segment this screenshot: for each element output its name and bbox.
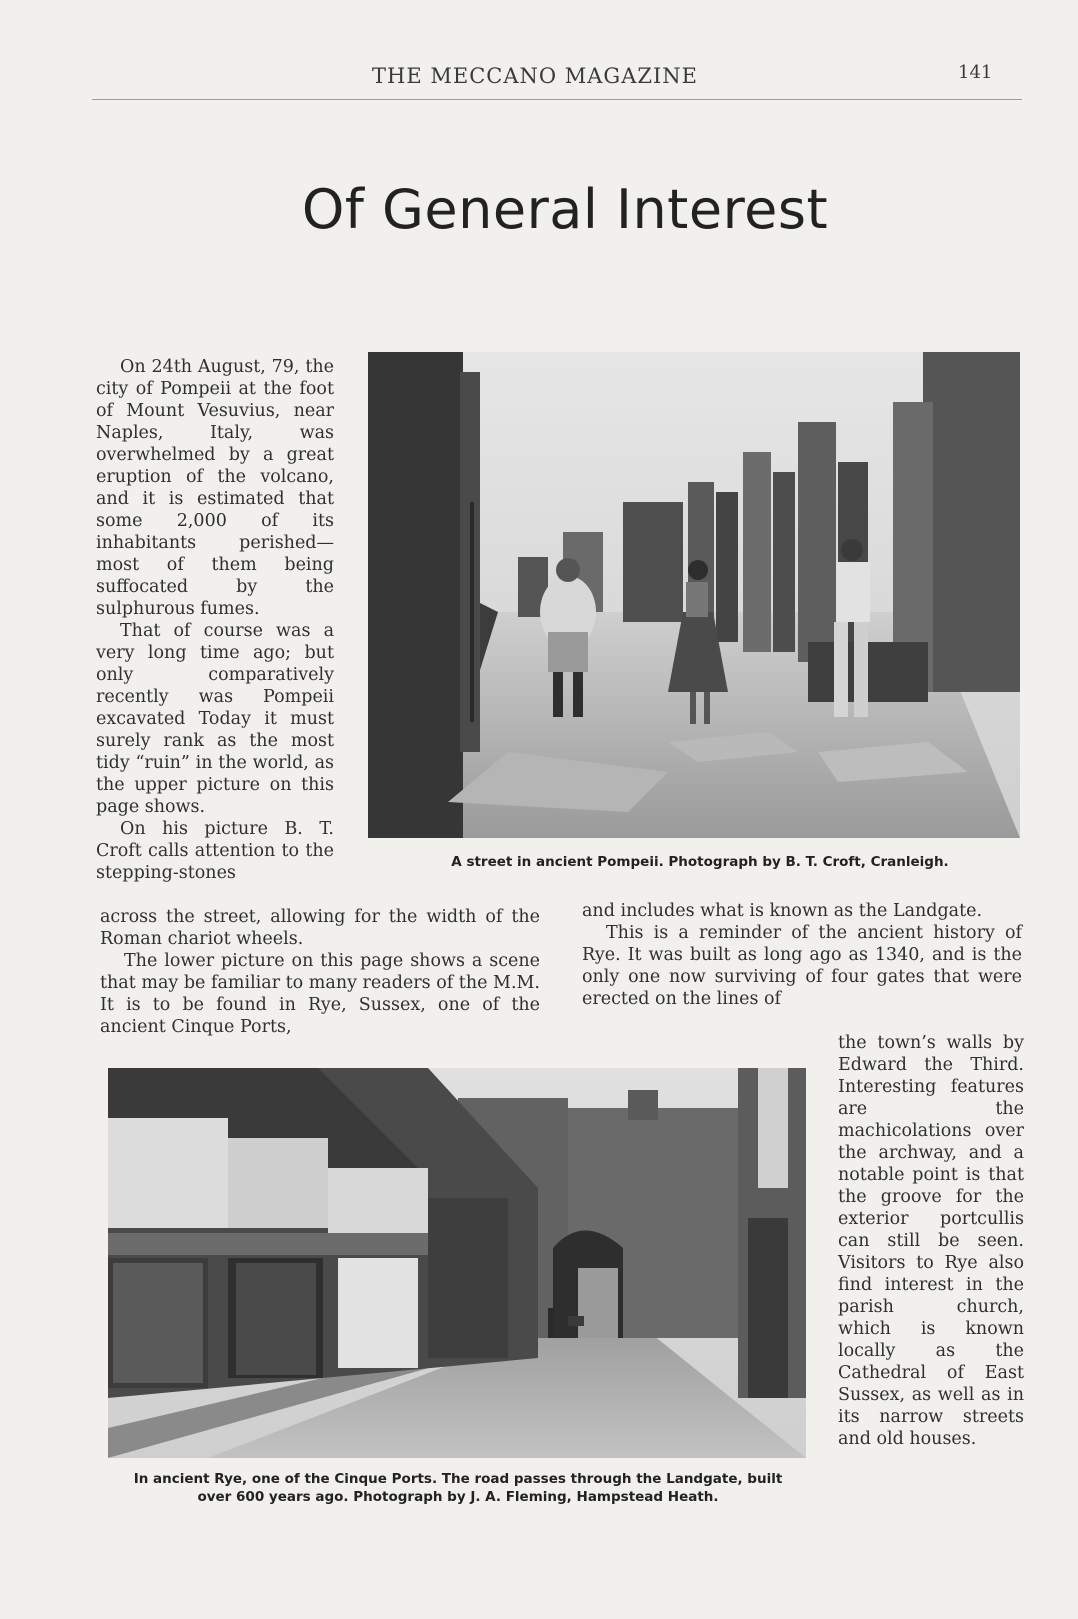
article-column-right-bottom [838, 1032, 1024, 1450]
page-number: 141 [958, 62, 993, 83]
paragraph-pompeii-eruption: On 24th August, 79, the city of Pompeii at the foot of Mount Vesuvius, near Naples, Italy, was overwhelmed by a great eruption of the volcano, and it is estimated that some 2,000 of its inhabitants perished—most of them being suffocated by the sulphurous fumes. [96, 357, 334, 619]
caption-rye-line1: In ancient Rye, one of the Cinque Ports. The road passes through the Landgate, built [133, 1471, 783, 1487]
paragraph-pompeii-tidy-ruin: That of course was a very long time ago; but only comparatively recently was Pompeii excavated Today it must surely rank as the most tidy “ruin” in the world, as the upper picture on this page shows. [96, 621, 334, 817]
headline: Of General Interest [301, 178, 829, 241]
caption-rye-line2: over 600 years ago. Photograph by J. A. Fleming, Hampstead Heath. [197, 1489, 719, 1505]
article-column-left-top [96, 356, 334, 884]
article-column-right-top [582, 900, 1022, 1010]
paragraph-rye-intro: The lower picture on this page shows a scene that may be familiar to many readers of the M.M. It is to be found in Rye, Sussex, one of the ancient Cinque Ports, [100, 951, 540, 1037]
header-rule [92, 99, 1022, 100]
paragraph-landgate: and includes what is known as the Landgate. [582, 901, 983, 921]
photo-rye-landgate [108, 1068, 806, 1458]
photo-pompeii-street [368, 352, 1020, 838]
magazine-title: THE MECCANO MAGAZINE [372, 64, 698, 88]
paragraph-rye-features: the town’s walls by Edward the Third. Interesting features are the machicolations over the archway, and a notable point is that the groove for the exterior portcullis can still be seen. Visitors to Rye also find interest in the parish church, which is known locally as the Cathedral of East Sussex, as well as in its narrow streets and old houses. [838, 1033, 1024, 1449]
paragraph-stepping-stones-start: On his picture B. T. Croft calls attention to the stepping-stones [96, 819, 334, 883]
paragraph-stepping-stones-end: across the street, allowing for the width of the Roman chariot wheels. [100, 907, 540, 949]
caption-rye [108, 1470, 808, 1506]
article-column-left-bottom [100, 906, 540, 1038]
caption-pompeii: A street in ancient Pompeii. Photograph by B. T. Croft, Cranleigh. [451, 854, 949, 870]
paragraph-rye-history: This is a reminder of the ancient history of Rye. It was built as long ago as 1340, and is the only one now surviving of four gates that were erected on the lines of [582, 923, 1022, 1009]
